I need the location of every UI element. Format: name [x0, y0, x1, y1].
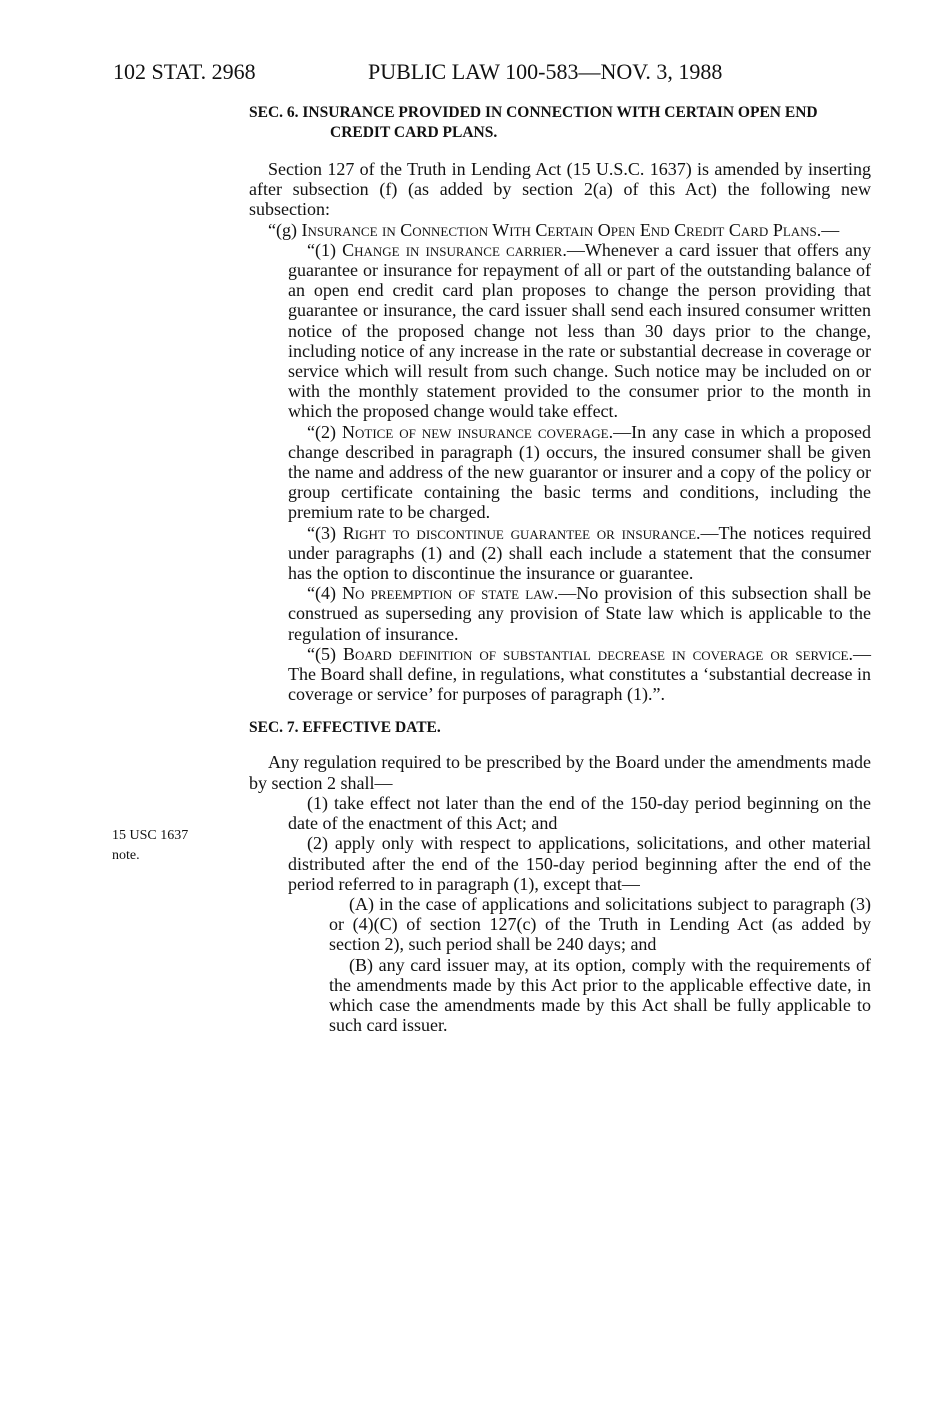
document-body — [249, 103, 871, 1035]
paragraph-1-prefix: “(1) — [307, 239, 343, 260]
section-7-item-b: (B) any card issuer may, at its option, comply with the requirements of the amendments made by this Act prior to the applicable effective date, in which case the amendments made by this Act shall be fully applicable to such card issuer. — [329, 954, 871, 1036]
section-6-intro: Section 127 of the Truth in Lending Act (15 U.S.C. 1637) is amended by inserting after subsection (f) (as added by section 2(a) of this Act) the following new subsection: — [249, 159, 871, 220]
paragraph-3-text: —The notices required under paragraphs (1) and (2) shall each include a statement that the consumer has the option to discontinue the insurance or guarantee. — [288, 522, 871, 584]
paragraph-2 — [249, 422, 871, 523]
paragraph-1 — [249, 240, 871, 422]
subsection-g-prefix: “(g) — [268, 219, 302, 240]
margin-note — [112, 826, 232, 866]
paragraph-1-text: —Whenever a card issuer that offers any guarantee or insurance for repayment of all or part of the outstanding balance of an open end credit card plan proposes to change the person providing that guarantee or insurance, the card issuer shall send each insured consumer written notice of the proposed change not less than 30 days prior to the change, including notice of any increase in the rate or substantial decrease in coverage or service which will result from such change. Such notice may be included on or with the monthly statement provided to the consumer prior to the month in which the proposed change would take effect. — [288, 239, 872, 422]
paragraph-2-text: —In any case in which a proposed change described in paragraph (1) occurs, the insured consumer shall be given the name and address of the new guarantor or insurer and a copy of the policy or group certificate containing the basic terms and conditions, including the premium rate to be charged. — [288, 421, 871, 523]
paragraph-3-prefix: “(3) — [307, 522, 343, 543]
paragraph-4-heading: No preemption of state law. — [342, 583, 559, 604]
section-7-item-a: (A) in the case of applications and solicitations subject to paragraph (3) or (4)(C) of section 127(c) of the Truth in Lending Act (as added by section 2), such period shall be 240 days; and — [329, 893, 871, 955]
section-7-item-2: (2) apply only with respect to applications, solicitations, and other material distributed after the end of the 150-day period beginning after the end of the period referred to in paragraph (1), except that— — [288, 833, 871, 894]
paragraph-5-heading: Board definition of substantial decrease in coverage or service. — [342, 643, 853, 664]
paragraph-2-prefix: “(2) — [307, 421, 342, 442]
margin-note-label: note. — [112, 848, 140, 863]
running-head — [113, 55, 873, 89]
paragraph-1-heading: Change in insurance carrier. — [342, 239, 567, 260]
section-7-heading: SEC. 7. EFFECTIVE DATE. — [249, 719, 441, 737]
public-law-citation: PUBLIC LAW 100-583—NOV. 3, 1988 — [368, 59, 723, 84]
subsection-g-title: Insurance in Connection With Certain Open End Credit Card Plans.— — [301, 219, 840, 240]
section-7-intro: Any regulation required to be prescribed by the Board under the amendments made by section 2 shall— — [249, 752, 871, 793]
paragraph-5-prefix: “(5) — [307, 643, 343, 664]
subsection-g-heading — [249, 220, 871, 240]
paragraph-5-text: —The Board shall define, in regulations, what constitutes a ‘substantial decrease in coverage or service’ for purposes of paragraph (1).”. — [288, 643, 871, 705]
margin-note-citation: 15 USC 1637 — [112, 828, 189, 843]
paragraph-5 — [249, 644, 871, 705]
section-6-heading: SEC. 6. INSURANCE PROVIDED IN CONNECTION WITH CERTAIN OPEN END CREDIT CARD PLANS. — [249, 104, 818, 141]
paragraph-4-text: —No provision of this subsection shall be construed as superseding any provision of State law which is applicable to the regulation of insurance. — [288, 583, 872, 644]
statute-page-number: 102 STAT. 2968 — [113, 59, 256, 84]
paragraph-2-heading: Notice of new insurance coverage. — [341, 421, 614, 442]
paragraph-3-heading: Right to discontinue guarantee or insurance. — [342, 522, 701, 543]
paragraph-3 — [249, 523, 871, 584]
paragraph-4-prefix: “(4) — [307, 583, 343, 604]
section-7-item-1: (1) take effect not later than the end of the 150-day period beginning on the date of the enactment of this Act; and — [288, 792, 871, 834]
paragraph-4 — [249, 583, 871, 644]
